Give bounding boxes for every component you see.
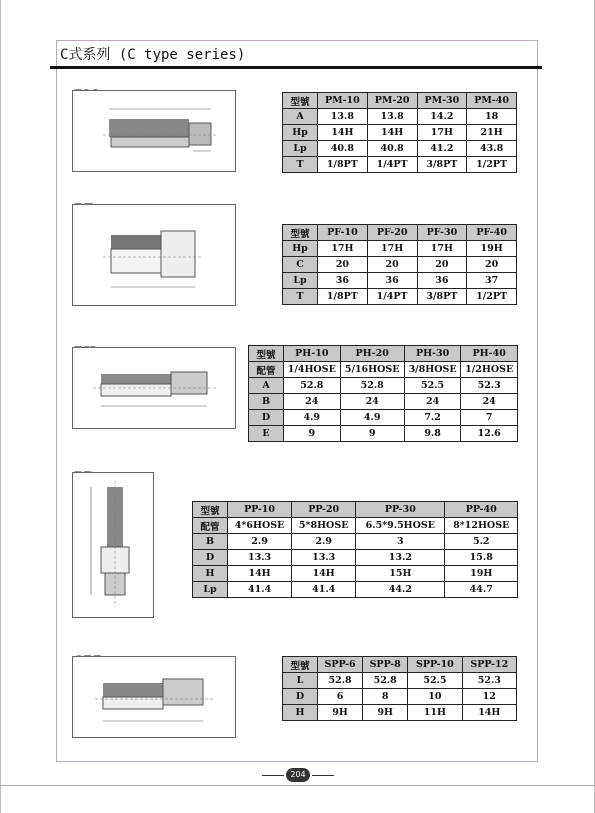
table-row [193,566,518,582]
table-cell: 36 [367,273,417,289]
model-column-header: PF-10 [318,225,368,241]
row-label-cell: L [283,673,318,689]
row-label-cell: T [283,289,318,305]
row-label-cell: B [249,394,284,410]
table-cell: 10 [408,689,462,705]
row-label-cell: 配管 [249,362,284,378]
table-cell: 20 [318,257,368,273]
table-row [283,257,517,273]
left-border-line [0,0,1,813]
table-cell: 17H [417,241,467,257]
model-column-header: SPP-10 [408,657,462,673]
table-cell: 17H [417,125,467,141]
table-cell: 52.5 [408,673,462,689]
pf-spec-table [282,224,517,305]
row-label-cell: A [249,378,284,394]
page-footer [262,768,334,782]
table-cell: 13.8 [367,109,417,125]
table-cell: 14H [228,566,292,582]
footer-left-line [262,775,284,776]
table-cell: 40.8 [318,141,368,157]
table-cell: 7 [461,410,518,426]
model-header-cell: 型號 [283,657,318,673]
row-label-cell: B [193,534,228,550]
table-cell: 5.2 [445,534,518,550]
page-number: 204 [286,768,310,782]
table-row [283,141,517,157]
model-column-header: PH-10 [284,346,341,362]
table-cell: 12 [462,689,516,705]
table-row [283,673,517,689]
model-column-header: PM-30 [417,93,467,109]
table-cell: 8 [363,689,408,705]
table-cell: 52.3 [462,673,516,689]
model-column-header: PM-40 [467,93,517,109]
table-cell: 19H [445,566,518,582]
table-cell: 14H [318,125,368,141]
table-cell: 52.8 [284,378,341,394]
table-cell: 41.2 [417,141,467,157]
table-cell: 13.3 [292,550,356,566]
table-header-row [283,93,517,109]
table-cell: 36 [417,273,467,289]
table-cell: 15.8 [445,550,518,566]
table-cell: 1/2HOSE [461,362,518,378]
table-row [249,410,518,426]
row-label-cell: H [193,566,228,582]
model-header-cell: 型號 [283,93,318,109]
model-column-header: PH-20 [340,346,404,362]
table-header-row [283,657,517,673]
table-cell: 20 [367,257,417,273]
row-label-cell: H [283,705,318,721]
table-cell: 19H [467,241,517,257]
table-cell: 24 [284,394,341,410]
row-label-cell: D [283,689,318,705]
table-cell: 24 [340,394,404,410]
table-row [193,582,518,598]
table-cell: 9 [284,426,341,442]
table-cell: 5/16HOSE [340,362,404,378]
table-cell: 14H [292,566,356,582]
model-column-header: PP-20 [292,502,356,518]
table-cell: 3/8HOSE [404,362,461,378]
table-cell: 36 [318,273,368,289]
model-column-header: SPP-6 [318,657,363,673]
table-cell: 17H [367,241,417,257]
table-row [249,394,518,410]
page-title: C式系列 (C type series) [60,47,246,63]
table-cell: 43.8 [467,141,517,157]
footer-right-line [312,775,334,776]
table-cell: 44.7 [445,582,518,598]
ph-spec-table [248,345,518,442]
table-cell: 41.4 [228,582,292,598]
table-cell: 52.8 [318,673,363,689]
table-cell: 1/4PT [367,289,417,305]
table-cell: 2.9 [228,534,292,550]
model-column-header: PF-20 [367,225,417,241]
model-column-header: PP-40 [445,502,518,518]
pp-spec-table [192,501,518,598]
pp-fitting-diagram [73,473,153,617]
ph-drawing [72,347,236,429]
table-header-row [249,346,518,362]
model-column-header: PP-30 [356,502,445,518]
table-cell: 40.8 [367,141,417,157]
table-cell: 21H [467,125,517,141]
row-label-cell: 配管 [193,518,228,534]
table-header-row [193,502,518,518]
table-cell: 11H [408,705,462,721]
spp-spec-table [282,656,517,721]
table-cell: 13.3 [228,550,292,566]
table-row [249,378,518,394]
table-row [283,705,517,721]
table-row [283,157,517,173]
table-cell: 4.9 [284,410,341,426]
table-cell: 6 [318,689,363,705]
table-cell: 9 [340,426,404,442]
row-label-cell: Hp [283,125,318,141]
table-cell: 24 [461,394,518,410]
table-cell: 1/4PT [367,157,417,173]
table-row [283,125,517,141]
table-cell: 4.9 [340,410,404,426]
table-cell: 14H [367,125,417,141]
table-cell: 15H [356,566,445,582]
model-header-cell: 型號 [249,346,284,362]
model-column-header: PF-40 [467,225,517,241]
table-cell: 3/8PT [417,157,467,173]
table-cell: 12.6 [461,426,518,442]
pp-drawing [72,472,154,618]
table-cell: 1/4HOSE [284,362,341,378]
table-row [283,689,517,705]
pf-fitting-diagram [73,205,235,305]
model-column-header: SPP-8 [363,657,408,673]
table-cell: 44.2 [356,582,445,598]
model-column-header: SPP-12 [462,657,516,673]
table-cell: 13.8 [318,109,368,125]
table-cell: 5*8HOSE [292,518,356,534]
table-cell: 3 [356,534,445,550]
table-cell: 1/8PT [318,289,368,305]
table-cell: 20 [467,257,517,273]
ph-fitting-diagram [73,348,235,428]
model-column-header: PM-10 [318,93,368,109]
table-cell: 41.4 [292,582,356,598]
model-column-header: PF-30 [417,225,467,241]
row-label-cell: A [283,109,318,125]
table-row [193,534,518,550]
table-cell: 24 [404,394,461,410]
table-cell: 52.8 [363,673,408,689]
table-row [193,550,518,566]
row-label-cell: T [283,157,318,173]
table-cell: 18 [467,109,517,125]
table-row [249,426,518,442]
table-cell: 6.5*9.5HOSE [356,518,445,534]
table-cell: 17H [318,241,368,257]
pf-drawing [72,204,236,306]
table-cell: 3/8PT [417,289,467,305]
table-cell: 2.9 [292,534,356,550]
table-cell: 1/2PT [467,157,517,173]
table-cell: 14H [462,705,516,721]
pm-spec-table [282,92,517,173]
model-header-cell: 型號 [193,502,228,518]
model-column-header: PH-40 [461,346,518,362]
table-cell: 9.8 [404,426,461,442]
table-row [283,109,517,125]
table-row [193,518,518,534]
model-column-header: PP-10 [228,502,292,518]
table-cell: 9H [363,705,408,721]
table-cell: 52.5 [404,378,461,394]
row-label-cell: D [193,550,228,566]
row-label-cell: D [249,410,284,426]
pm-fitting-diagram [73,91,235,171]
table-header-row [283,225,517,241]
model-header-cell: 型號 [283,225,318,241]
table-row [283,273,517,289]
row-label-cell: Lp [283,141,318,157]
row-label-cell: Lp [283,273,318,289]
row-label-cell: C [283,257,318,273]
row-label-cell: E [249,426,284,442]
table-cell: 4*6HOSE [228,518,292,534]
table-row [283,241,517,257]
table-row [249,362,518,378]
row-label-cell: Hp [283,241,318,257]
table-row [283,289,517,305]
table-cell: 52.8 [340,378,404,394]
model-column-header: PH-30 [404,346,461,362]
spp-drawing [72,656,236,738]
table-cell: 1/8PT [318,157,368,173]
table-cell: 8*12HOSE [445,518,518,534]
title-rule [50,66,542,69]
table-cell: 13.2 [356,550,445,566]
table-cell: 14.2 [417,109,467,125]
table-cell: 9H [318,705,363,721]
bottom-divider-line [0,785,595,786]
table-cell: 20 [417,257,467,273]
pm-drawing [72,90,236,172]
spp-fitting-diagram [73,657,235,737]
table-cell: 37 [467,273,517,289]
table-cell: 52.3 [461,378,518,394]
model-column-header: PM-20 [367,93,417,109]
row-label-cell: Lp [193,582,228,598]
table-cell: 7.2 [404,410,461,426]
table-cell: 1/2PT [467,289,517,305]
